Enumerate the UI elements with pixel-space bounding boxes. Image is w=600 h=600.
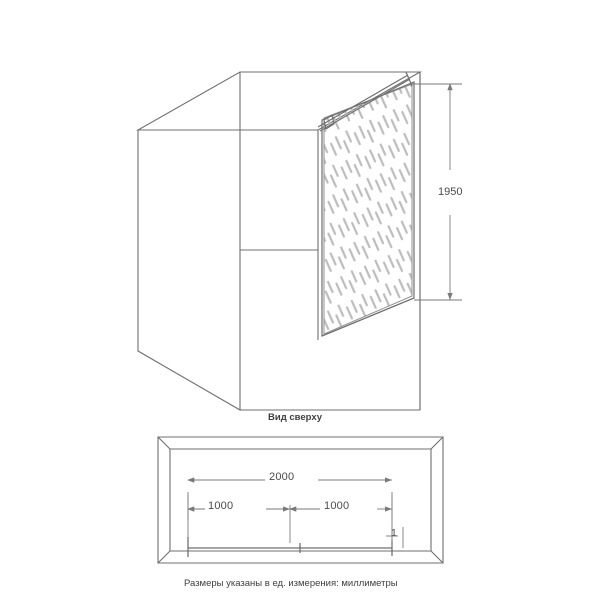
height-dimension-label: 1950: [438, 186, 463, 198]
thickness-label: 1: [391, 527, 398, 539]
total-width-label: 2000: [269, 471, 295, 483]
top-view-caption: Вид сверху: [268, 412, 323, 423]
units-note: Размеры указаны в ед. измерения: миллиметры: [184, 578, 398, 589]
left-segment-label: 1000: [208, 500, 234, 512]
right-segment-label: 1000: [324, 500, 350, 512]
